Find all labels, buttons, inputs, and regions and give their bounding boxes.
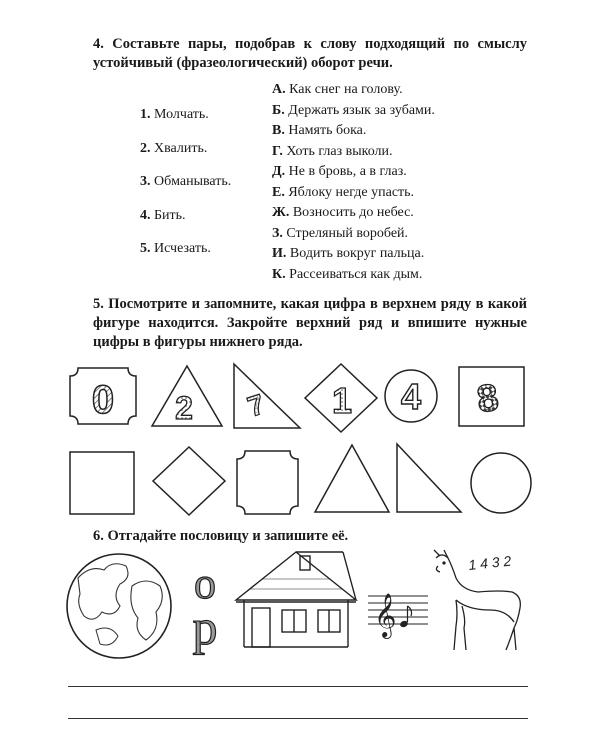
left-item-5: 5. Исчезать. (140, 241, 211, 256)
bottom-right-triangle-shape (397, 444, 461, 512)
answer-line-2[interactable] (68, 718, 528, 719)
globe-icon (67, 554, 171, 658)
left-item-4: 4. Бить. (140, 208, 186, 223)
rebus-letter-p: р (192, 599, 218, 655)
left-item-1: 1. Молчать. (140, 107, 209, 122)
task4-title: 4. Составьте пары, подобрав к слову подходящий по смыслу устойчивый (фразеологический) оборот речи. (93, 36, 527, 71)
top-square-digit: 8 (474, 376, 502, 422)
bottom-octagon-shape (237, 451, 298, 514)
top-circle-shape (385, 370, 437, 422)
bottom-triangle-shape (315, 445, 389, 512)
top-right-triangle-digit: 7 (243, 388, 269, 423)
house-icon (236, 552, 356, 647)
music-staff (368, 596, 428, 624)
right-item-g: Г. Хоть глаз выколи. (272, 143, 393, 159)
right-item-v: В. Намять бока. (272, 123, 367, 138)
bottom-square-shape (70, 452, 134, 514)
deer-numbers: 1 4 3 2 (467, 552, 512, 573)
right-item-b: Б. Держать язык за зубами. (272, 102, 435, 118)
right-item-d: Д. Не в бровь, а в глаз. (272, 164, 407, 179)
top-right-triangle-shape (234, 364, 300, 428)
right-item-e: Е. Яблоку негде упасть. (272, 184, 415, 200)
right-item-k: К. Рассеиваться как дым. (272, 266, 423, 282)
rebus-letter-o: о (194, 559, 216, 608)
deer-icon (434, 550, 520, 650)
right-item-i: И. Водить вокруг пальца. (272, 246, 425, 261)
top-triangle-digit: 2 (175, 390, 193, 426)
left-item-2: 2. Хвалить. (140, 141, 208, 156)
task6-title: 6. Отгадайте пословицу и запишите её. (93, 528, 349, 544)
top-rhombus-shape (305, 364, 377, 432)
bottom-rhombus-shape (153, 447, 225, 515)
note-icon (399, 606, 411, 628)
task5-title: 5. Посмотрите и запомните, какая цифра в верхнем ряду в какой фигуре находится. Закройте верхний ряд и впишите нужные цифры в фигуры нижнего ряда. (93, 296, 527, 350)
top-rhombus-digit: 1 (331, 380, 353, 421)
right-item-z: З. Стреляный воробей. (272, 225, 409, 241)
right-item-zh: Ж. Возносить до небес. (272, 205, 414, 220)
top-octagon-digit: 0 (91, 378, 115, 422)
right-item-a: А. Как снег на голову. (272, 82, 403, 97)
top-circle-digit: 4 (400, 376, 422, 417)
top-triangle-shape (152, 366, 222, 426)
top-octagon-shape (70, 368, 136, 424)
top-square-shape (459, 367, 524, 426)
answer-line-1[interactable] (68, 686, 528, 687)
bottom-circle-shape (471, 453, 531, 513)
treble-clef-icon: 𝄞 (374, 593, 397, 637)
left-item-3: 3. Обманывать. (140, 174, 232, 189)
